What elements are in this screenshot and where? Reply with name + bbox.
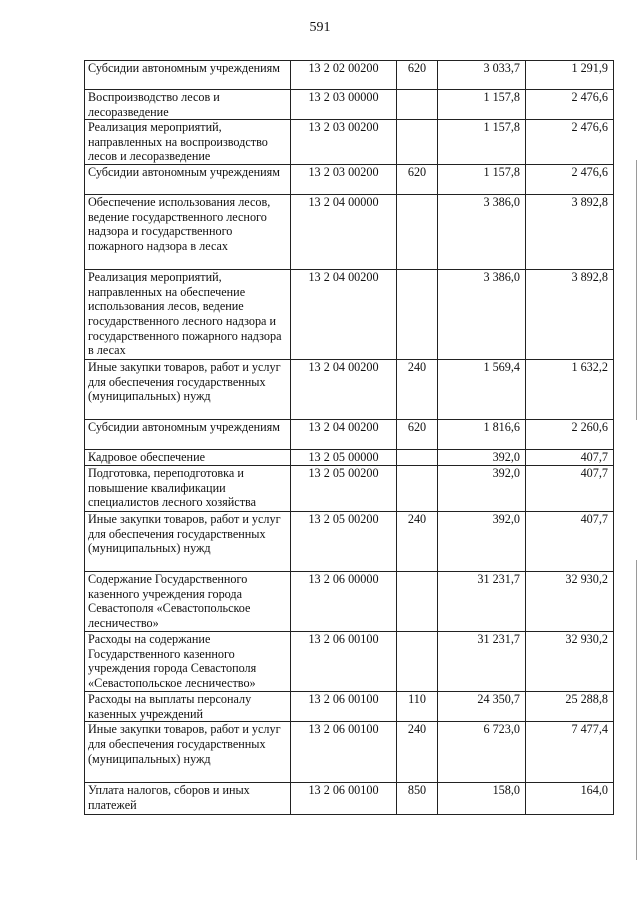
row-name: Расходы на выплаты персоналу казенных учреждений bbox=[85, 692, 291, 722]
row-amount-year2: 1 291,9 bbox=[526, 61, 614, 90]
row-amount-year2: 3 892,8 bbox=[526, 270, 614, 360]
row-amount-year1: 1 816,6 bbox=[438, 420, 526, 450]
row-code: 13 2 05 00200 bbox=[291, 512, 397, 572]
row-expense-type: 110 bbox=[397, 692, 438, 722]
row-amount-year2: 2 476,6 bbox=[526, 165, 614, 195]
row-code: 13 2 03 00200 bbox=[291, 165, 397, 195]
row-expense-type: 240 bbox=[397, 512, 438, 572]
row-name: Реализация мероприятий, направленных на воспроизводство лесов и лесоразведение bbox=[85, 120, 291, 165]
page-number: 591 bbox=[309, 20, 331, 35]
row-code: 13 2 06 00100 bbox=[291, 722, 397, 783]
row-expense-type bbox=[397, 90, 438, 120]
row-code: 13 2 03 00200 bbox=[291, 120, 397, 165]
row-amount-year1: 31 231,7 bbox=[438, 572, 526, 632]
row-expense-type bbox=[397, 572, 438, 632]
table-row bbox=[85, 120, 614, 165]
row-expense-type: 620 bbox=[397, 420, 438, 450]
table-row bbox=[85, 632, 614, 692]
row-amount-year2: 407,7 bbox=[526, 512, 614, 572]
table-row bbox=[85, 512, 614, 572]
row-amount-year2: 407,7 bbox=[526, 466, 614, 512]
table-row bbox=[85, 61, 614, 90]
row-name: Воспроизводство лесов и лесоразведение bbox=[85, 90, 291, 120]
row-expense-type bbox=[397, 450, 438, 466]
budget-table bbox=[84, 60, 614, 815]
row-name: Субсидии автономным учреждениям bbox=[85, 420, 291, 450]
row-name: Реализация мероприятий, направленных на обеспечение использования лесов, ведение государственного лесного надзора и государственного пожарного надзора в лесах bbox=[85, 270, 291, 360]
row-amount-year2: 32 930,2 bbox=[526, 632, 614, 692]
row-name: Расходы на содержание Государственного казенного учреждения города Севастополя «Севастопольское лесничество» bbox=[85, 632, 291, 692]
row-amount-year2: 164,0 bbox=[526, 783, 614, 815]
row-expense-type: 240 bbox=[397, 360, 438, 420]
row-code: 13 2 02 00200 bbox=[291, 61, 397, 90]
row-name: Уплата налогов, сборов и иных платежей bbox=[85, 783, 291, 815]
table-row bbox=[85, 165, 614, 195]
row-amount-year2: 407,7 bbox=[526, 450, 614, 466]
row-amount-year2: 2 260,6 bbox=[526, 420, 614, 450]
row-expense-type bbox=[397, 632, 438, 692]
row-expense-type bbox=[397, 120, 438, 165]
row-expense-type bbox=[397, 270, 438, 360]
scan-edge-line bbox=[636, 160, 637, 420]
row-amount-year2: 32 930,2 bbox=[526, 572, 614, 632]
row-code: 13 2 06 00100 bbox=[291, 692, 397, 722]
row-amount-year1: 24 350,7 bbox=[438, 692, 526, 722]
row-amount-year1: 3 386,0 bbox=[438, 195, 526, 270]
row-code: 13 2 03 00000 bbox=[291, 90, 397, 120]
row-amount-year1: 1 157,8 bbox=[438, 90, 526, 120]
row-amount-year1: 392,0 bbox=[438, 450, 526, 466]
row-code: 13 2 05 00000 bbox=[291, 450, 397, 466]
row-name: Субсидии автономным учреждениям bbox=[85, 165, 291, 195]
table-row bbox=[85, 195, 614, 270]
row-expense-type: 620 bbox=[397, 61, 438, 90]
row-expense-type bbox=[397, 195, 438, 270]
table-row bbox=[85, 572, 614, 632]
row-amount-year2: 25 288,8 bbox=[526, 692, 614, 722]
row-name: Обеспечение использования лесов, ведение государственного лесного надзора и государственного пожарного надзора в лесах bbox=[85, 195, 291, 270]
row-amount-year2: 7 477,4 bbox=[526, 722, 614, 783]
table-row bbox=[85, 270, 614, 360]
row-code: 13 2 06 00100 bbox=[291, 632, 397, 692]
table-row bbox=[85, 692, 614, 722]
row-code: 13 2 06 00100 bbox=[291, 783, 397, 815]
row-amount-year1: 3 033,7 bbox=[438, 61, 526, 90]
row-name: Иные закупки товаров, работ и услуг для обеспечения государственных (муниципальных) нужд bbox=[85, 722, 291, 783]
scan-edge-line bbox=[636, 560, 637, 860]
row-amount-year1: 392,0 bbox=[438, 512, 526, 572]
row-expense-type: 620 bbox=[397, 165, 438, 195]
table-row bbox=[85, 466, 614, 512]
row-code: 13 2 05 00200 bbox=[291, 466, 397, 512]
row-code: 13 2 04 00200 bbox=[291, 270, 397, 360]
row-amount-year1: 1 157,8 bbox=[438, 165, 526, 195]
row-expense-type bbox=[397, 466, 438, 512]
row-name: Содержание Государственного казенного учреждения города Севастополя «Севастопольское лесничество» bbox=[85, 572, 291, 632]
row-name: Субсидии автономным учреждениям bbox=[85, 61, 291, 90]
row-amount-year1: 1 157,8 bbox=[438, 120, 526, 165]
row-amount-year1: 1 569,4 bbox=[438, 360, 526, 420]
row-amount-year2: 2 476,6 bbox=[526, 120, 614, 165]
row-expense-type: 850 bbox=[397, 783, 438, 815]
row-amount-year1: 392,0 bbox=[438, 466, 526, 512]
table-row bbox=[85, 783, 614, 815]
row-expense-type: 240 bbox=[397, 722, 438, 783]
row-code: 13 2 04 00200 bbox=[291, 360, 397, 420]
row-amount-year1: 3 386,0 bbox=[438, 270, 526, 360]
row-amount-year1: 158,0 bbox=[438, 783, 526, 815]
table-row bbox=[85, 420, 614, 450]
row-name: Иные закупки товаров, работ и услуг для обеспечения государственных (муниципальных) нужд bbox=[85, 512, 291, 572]
table-row bbox=[85, 722, 614, 783]
row-code: 13 2 06 00000 bbox=[291, 572, 397, 632]
row-amount-year1: 31 231,7 bbox=[438, 632, 526, 692]
row-code: 13 2 04 00000 bbox=[291, 195, 397, 270]
row-code: 13 2 04 00200 bbox=[291, 420, 397, 450]
row-amount-year2: 1 632,2 bbox=[526, 360, 614, 420]
table-row bbox=[85, 360, 614, 420]
row-amount-year2: 3 892,8 bbox=[526, 195, 614, 270]
table-row bbox=[85, 90, 614, 120]
row-name: Иные закупки товаров, работ и услуг для обеспечения государственных (муниципальных) нужд bbox=[85, 360, 291, 420]
row-amount-year1: 6 723,0 bbox=[438, 722, 526, 783]
row-name: Кадровое обеспечение bbox=[85, 450, 291, 466]
row-name: Подготовка, переподготовка и повышение квалификации специалистов лесного хозяйства bbox=[85, 466, 291, 512]
row-amount-year2: 2 476,6 bbox=[526, 90, 614, 120]
table-row bbox=[85, 450, 614, 466]
